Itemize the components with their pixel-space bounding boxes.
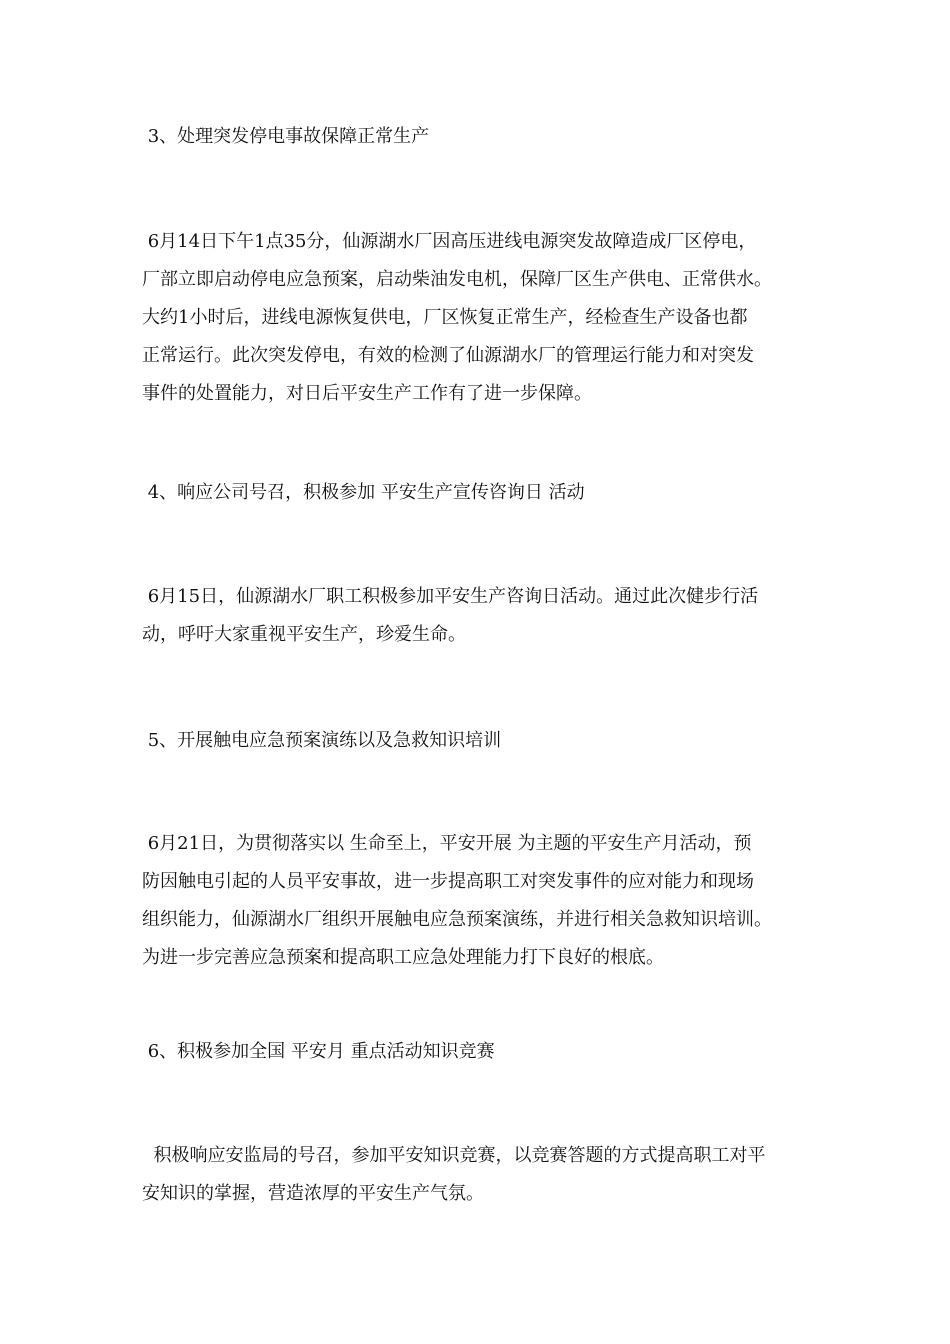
paragraph-line: 6月14日下午1点35分，仙源湖水厂因高压进线电源突发故障造成厂区停电，	[142, 231, 757, 252]
section-heading-4: 4、响应公司号召，积极参加 平安生产宣传咨询日 活动	[142, 482, 585, 503]
section-heading-3: 3、处理突发停电事故保障正常生产	[142, 126, 430, 147]
paragraph-line: 动，呼吁大家重视平安生产，珍爱生命。	[142, 624, 466, 645]
paragraph-line: 6月21日，为贯彻落实以 生命至上，平安开展 为主题的平安生产月活动，预	[142, 833, 752, 854]
paragraph-line: 积极响应安监局的号召，参加平安知识竞赛，以竞赛答题的方式提高职工对平	[142, 1145, 766, 1166]
paragraph-line: 厂部立即启动停电应急预案，启动柴油发电机，保障厂区生产供电、正常供水。	[142, 269, 772, 290]
paragraph-line: 组织能力，仙源湖水厂组织开展触电应急预案演练，并进行相关急救知识培训。	[142, 909, 772, 930]
section-paragraph-4	[142, 578, 812, 654]
paragraph-line: 事件的处置能力，对日后平安生产工作有了进一步保障。	[142, 383, 592, 404]
paragraph-line: 为进一步完善应急预案和提高职工应急处理能力打下良好的根底。	[142, 947, 664, 968]
paragraph-line: 防因触电引起的人员平安事故，进一步提高职工对突发事件的应对能力和现场	[142, 871, 754, 892]
section-paragraph-3	[142, 223, 812, 413]
section-paragraph-5	[142, 825, 812, 977]
section-heading-6: 6、积极参加全国 平安月 重点活动知识竞赛	[142, 1041, 495, 1062]
paragraph-line: 6月15日，仙源湖水厂职工积极参加平安生产咨询日活动。通过此次健步行活	[142, 586, 759, 607]
paragraph-line: 大约1小时后，进线电源恢复供电，厂区恢复正常生产，经检查生产设备也都	[142, 307, 748, 328]
paragraph-line: 安知识的掌握，营造浓厚的平安生产气氛。	[142, 1183, 484, 1204]
section-paragraph-6	[142, 1137, 812, 1213]
paragraph-line: 正常运行。此次突发停电，有效的检测了仙源湖水厂的管理运行能力和对突发	[142, 345, 754, 366]
section-heading-5: 5、开展触电应急预案演练以及急救知识培训	[142, 730, 502, 751]
